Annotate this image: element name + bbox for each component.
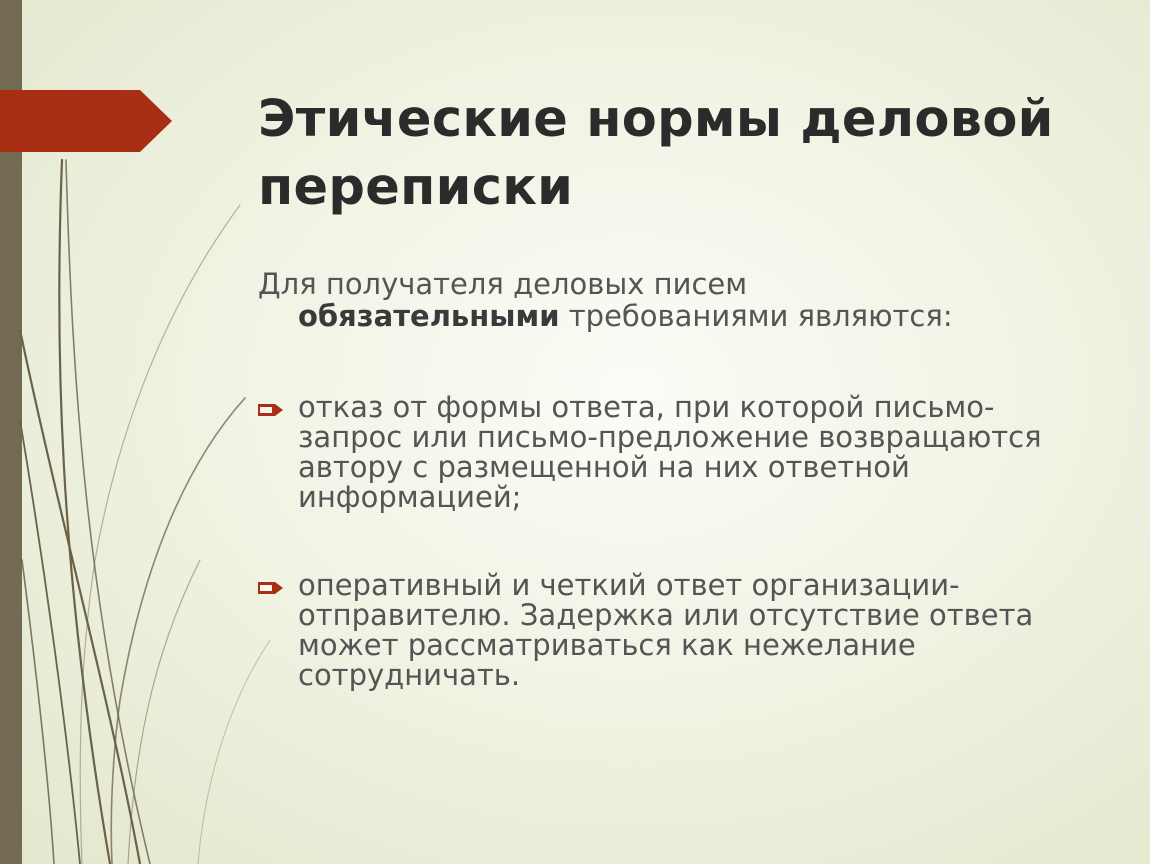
bullet-item-2 [258, 570, 1098, 690]
red-pencil-arrow-icon [258, 580, 284, 596]
intro-line-2-rest: требованиями являются: [559, 299, 953, 333]
red-pencil-arrow-icon [258, 402, 284, 418]
intro-bold-word: обязательными [298, 299, 560, 333]
slide-title: Этические нормы деловой переписки [258, 90, 1054, 217]
bullet-text-2: оперативный и четкий ответ организации-отправителю. Задержка или отсутствие ответа может рассматриваться как нежелание сотрудничать. [298, 568, 1034, 692]
bullet-item-1 [258, 392, 1098, 512]
intro-line-1: Для получателя деловых писем [258, 267, 748, 301]
intro-line-2 [258, 300, 1098, 332]
red-arrow-decoration [0, 0, 180, 200]
bullet-text-1: отказ от формы ответа, при которой письмо-запрос или письмо-предложение возвращаются автору с размещенной на них ответной информацией; [298, 390, 1042, 514]
intro-paragraph [258, 268, 1098, 332]
